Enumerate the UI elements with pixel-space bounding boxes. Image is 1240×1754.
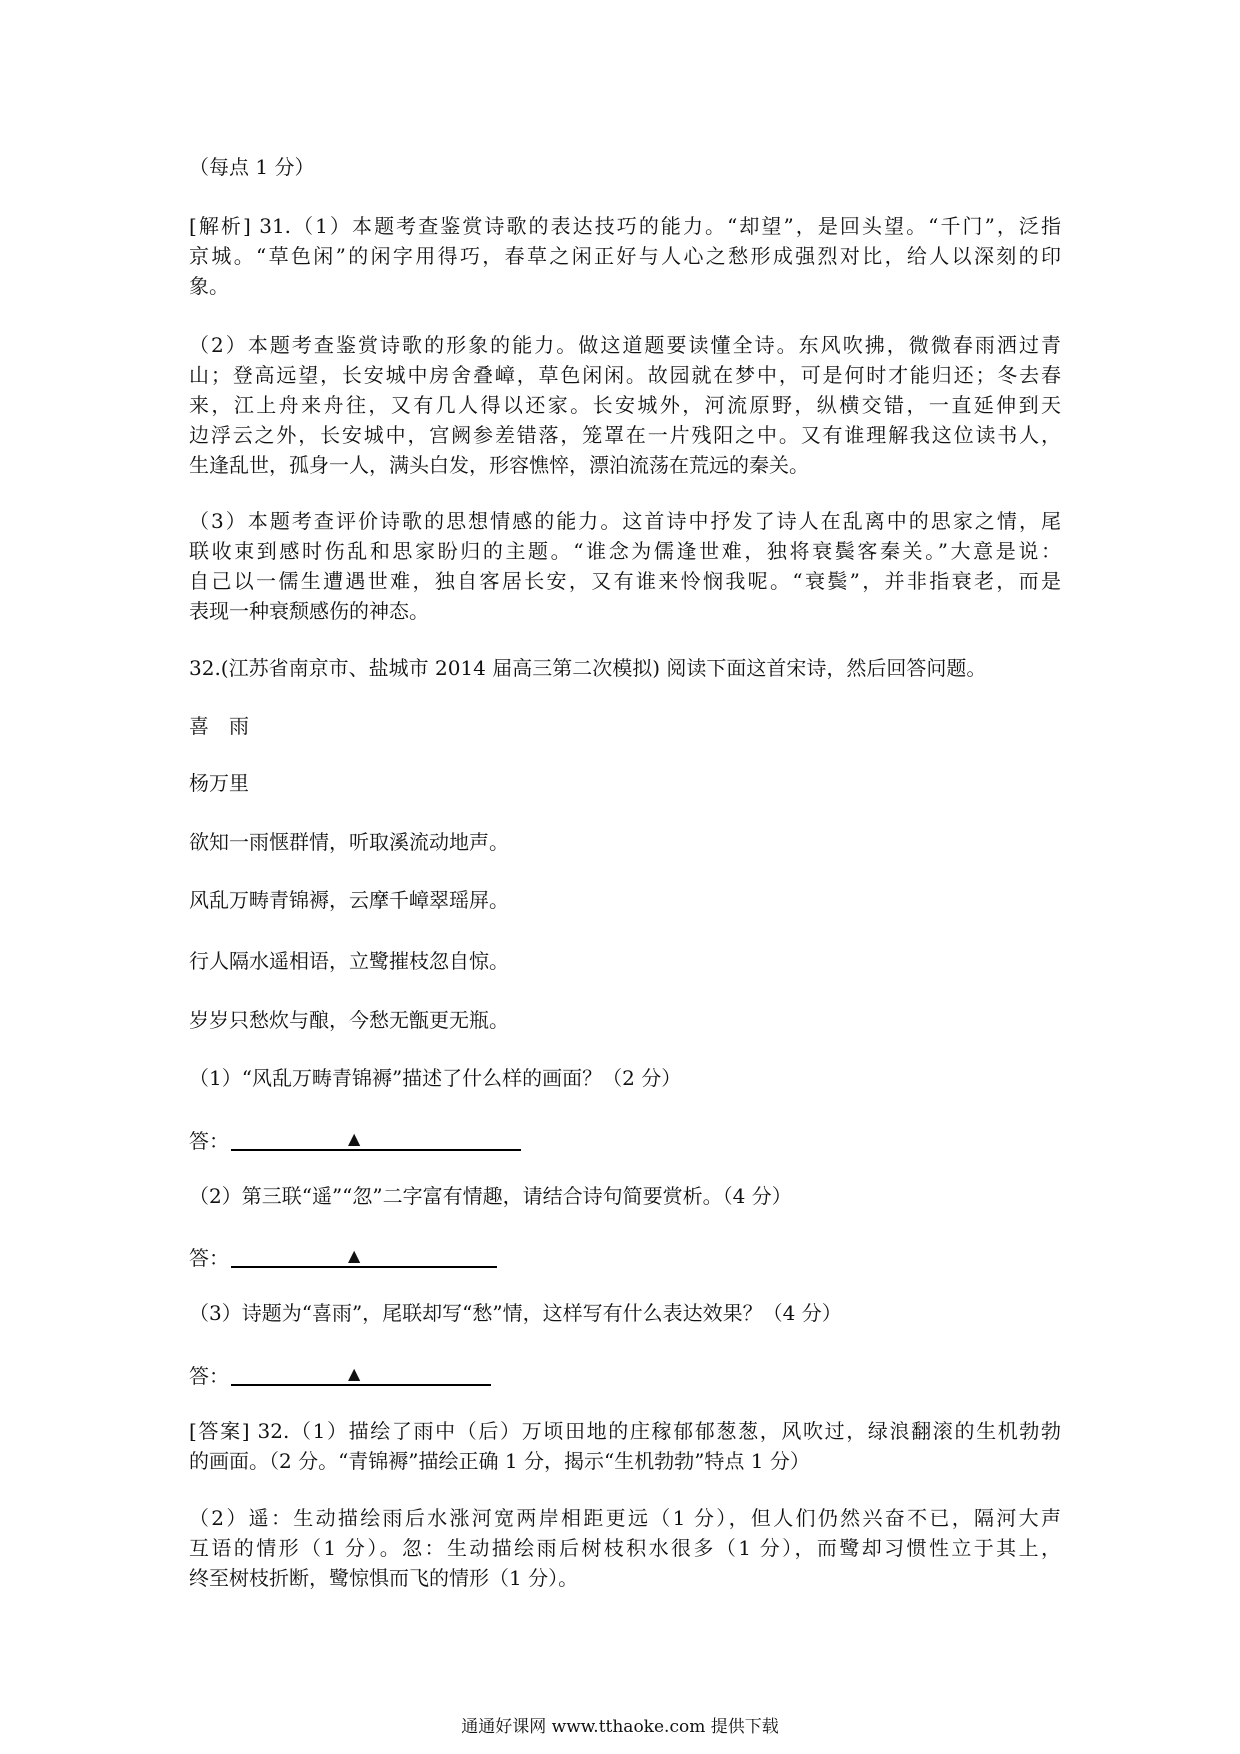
answer-prompt: 答： xyxy=(189,1246,229,1270)
text-line: 32.(江苏省南京市、盐城市 2014 届高三第二次模拟) 阅读下面这首宋诗，然后回答问题。 xyxy=(189,656,987,680)
question-32-header xyxy=(189,653,1061,683)
text-line: [答案] 32.（1）描绘了雨中（后）万顷田地的庄稼郁郁葱葱，风吹过，绿浪翻滚的生机勃勃 xyxy=(189,1419,1061,1443)
footer-source: 通通好课网 www.tthaoke.com 提供下载 xyxy=(461,1717,779,1737)
text-line: 边浮云之外，长安城中，宫阙参差错落，笼罩在一片残阳之中。又有谁理解我这位读书人， xyxy=(189,423,1061,447)
answer-blank-1[interactable] xyxy=(189,1126,361,1156)
answer-32-part2 xyxy=(189,1503,1061,1593)
text-line: 终至树枝折断，鹭惊惧而飞的情形（1 分）。 xyxy=(189,1566,579,1590)
text-line: 生逢乱世，孤身一人，满头白发，形容憔悴，漂泊流荡在荒远的秦关。 xyxy=(189,453,809,477)
text-line: 互语的情形（1 分）。忽：生动描绘雨后树枝积水很多（1 分），而鹭却习惯性立于其上， xyxy=(189,1536,1061,1560)
answer-prompt: 答： xyxy=(189,1129,229,1153)
analysis-31-part1 xyxy=(189,211,1061,301)
answer-32-part1 xyxy=(189,1416,1061,1476)
score-note xyxy=(189,152,1061,182)
answer-blank-3[interactable] xyxy=(189,1361,361,1391)
triangle-marker-icon: ▲ xyxy=(348,1246,361,1265)
poem-author xyxy=(189,768,1061,798)
poem-line-4 xyxy=(189,1005,1061,1035)
text-line: 来，江上舟来舟往，又有几人得以还家。长安城外，河流原野，纵横交错，一直延伸到天 xyxy=(189,393,1061,417)
poem-title xyxy=(189,711,1061,741)
text-line: 的画面。（2 分。“青锦褥”描绘正确 1 分，揭示“生机勃勃”特点 1 分） xyxy=(189,1449,810,1473)
analysis-31-part3 xyxy=(189,506,1061,626)
text-line: 行人隔水遥相语，立鹭摧枝忽自惊。 xyxy=(189,949,509,973)
text-line: 欲知一雨惬群情，听取溪流动地声。 xyxy=(189,830,509,854)
question-32-3 xyxy=(189,1298,1061,1328)
poem-line-2 xyxy=(189,885,1061,915)
text-line: （2）第三联“遥”“忽”二字富有情趣，请结合诗句简要赏析。（4 分） xyxy=(189,1184,792,1208)
question-32-1 xyxy=(189,1063,1061,1093)
answer-underline xyxy=(231,1361,491,1386)
text-line: （3）诗题为“喜雨”，尾联却写“愁”情，这样写有什么表达效果？（4 分） xyxy=(189,1301,842,1325)
text-line: 喜 雨 xyxy=(189,714,249,738)
answer-underline xyxy=(231,1243,497,1268)
text-line: 岁岁只愁炊与酿，今愁无甑更无瓶。 xyxy=(189,1008,509,1032)
text-line: 杨万里 xyxy=(189,771,249,795)
text-line: 山；登高远望，长安城中房舍叠嶂，草色闲闲。故园就在梦中，可是何时才能归还；冬去春 xyxy=(189,363,1061,387)
text-line: （2）本题考查鉴赏诗歌的形象的能力。做这道题要读懂全诗。东风吹拂，微微春雨洒过青 xyxy=(189,333,1061,357)
answer-prompt: 答： xyxy=(189,1364,229,1388)
text-line: 京城。“草色闲”的闲字用得巧，春草之闲正好与人心之愁形成强烈对比，给人以深刻的印 xyxy=(189,244,1061,268)
poem-line-1 xyxy=(189,827,1061,857)
text-line: 联收束到感时伤乱和思家盼归的主题。“谁念为儒逢世难，独将衰鬓客秦关。”大意是说： xyxy=(189,539,1061,563)
triangle-marker-icon: ▲ xyxy=(348,1364,361,1383)
question-32-2 xyxy=(189,1181,1061,1211)
answer-blank-2[interactable] xyxy=(189,1243,361,1273)
text-line: （2）遥：生动描绘雨后水涨河宽两岸相距更远（1 分），但人们仍然兴奋不已，隔河大声 xyxy=(189,1506,1061,1530)
text-line: 象。 xyxy=(189,274,229,298)
text-line: [解析] 31.（1）本题考查鉴赏诗歌的表达技巧的能力。“却望”，是回头望。“千门”，泛指 xyxy=(189,214,1061,238)
triangle-marker-icon: ▲ xyxy=(348,1129,361,1148)
text-line: 表现一种衰颓感伤的神态。 xyxy=(189,599,429,623)
analysis-31-part2 xyxy=(189,330,1061,480)
text-line: （3）本题考查评价诗歌的思想情感的能力。这首诗中抒发了诗人在乱离中的思家之情，尾 xyxy=(189,509,1061,533)
text-line: （1）“风乱万畴青锦褥”描述了什么样的画面？（2 分） xyxy=(189,1066,682,1090)
text-line: （每点 1 分） xyxy=(189,155,315,179)
text-line: 自己以一儒生遭遇世难，独自客居长安，又有谁来怜悯我呢。“衰鬓”，并非指衰老，而是 xyxy=(189,569,1061,593)
text-line: 风乱万畴青锦褥，云摩千嶂翠瑶屏。 xyxy=(189,888,509,912)
poem-line-3 xyxy=(189,946,1061,976)
answer-underline xyxy=(231,1126,521,1151)
